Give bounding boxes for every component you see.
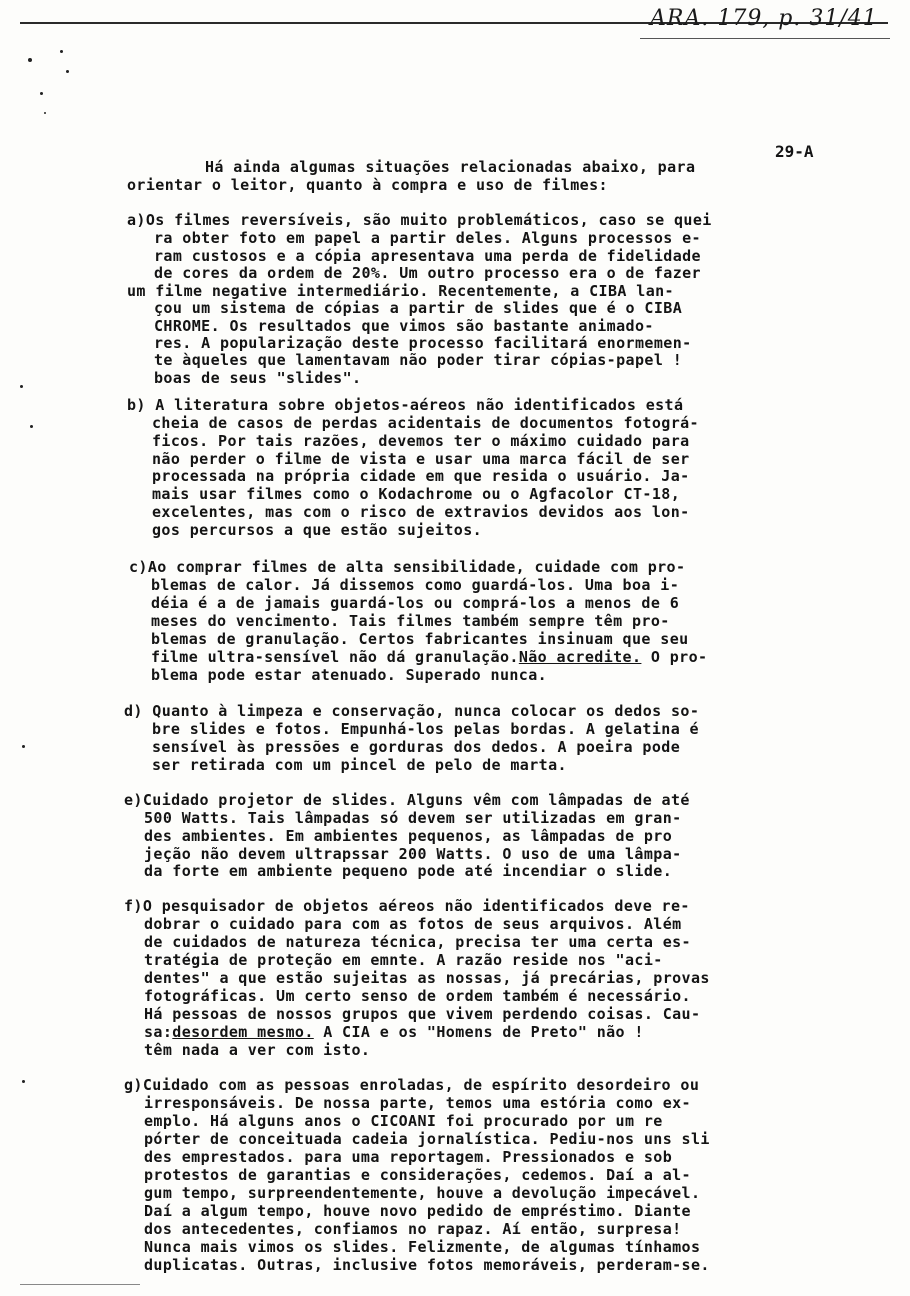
item-c-line-underlined — [151, 648, 707, 666]
item-g-line: protestos de garantias e considerações, cedemos. Daí a al- — [144, 1166, 691, 1184]
item-b-line: b) A literatura sobre objetos-aéreos não identificados está — [127, 396, 684, 414]
item-b-line: não perder o filme de vista e usar uma marca fácil de ser — [152, 450, 690, 468]
item-c-text: filme ultra-sensível não dá granulação. — [151, 648, 519, 666]
archive-reference: ARA. 179, p. 31/41 — [650, 6, 878, 31]
item-b-line: cheia de casos de perdas acidentais de documentos fotográ- — [152, 414, 699, 432]
item-g-line: gum tempo, surpreendentemente, houve a devolução impecável. — [144, 1184, 701, 1202]
item-g-line: Daí a algum tempo, houve novo pedido de empréstimo. Diante — [144, 1202, 691, 1220]
item-g-line: Nunca mais vimos os slides. Felizmente, de algumas tínhamos — [144, 1238, 701, 1256]
item-a-line: CHROME. Os resultados que vimos são bastante animado- — [154, 317, 654, 335]
item-c-line: blema pode estar atenuado. Superado nunca. — [151, 666, 548, 684]
item-e-line: da forte em ambiente pequeno pode até incendiar o slide. — [144, 862, 673, 880]
page-number: 29-A — [775, 142, 814, 161]
item-a-line: boas de seus "slides". — [154, 369, 362, 387]
item-f-line: têm nada a ver com isto. — [144, 1041, 371, 1059]
item-e-line: 500 Watts. Tais lâmpadas só devem ser utilizadas em gran- — [144, 809, 682, 827]
item-c-line: blemas de granulação. Certos fabricantes insinuam que seu — [151, 630, 689, 648]
intro-line: Há ainda algumas situações relacionadas abaixo, para — [205, 158, 696, 176]
item-a-line: a)Os filmes reversíveis, são muito problemáticos, caso se quei — [127, 211, 712, 229]
item-f-line: dentes" a que estão sujeitas as nossas, já precárias, provas — [144, 969, 710, 987]
intro-line: orientar o leitor, quanto à compra e uso de filmes: — [127, 176, 608, 194]
bottom-edge-rule — [20, 1284, 140, 1285]
item-c-line: meses do vencimento. Tais filmes também sempre têm pro- — [151, 612, 670, 630]
item-c-line: déia é a de jamais guardá-los ou comprá-los a menos de 6 — [151, 594, 680, 612]
item-a-line: de cores da ordem de 20%. Um outro processo era o de fazer — [154, 264, 701, 282]
item-c-line: c)Ao comprar filmes de alta sensibilidade, cuidade com pro- — [129, 558, 686, 576]
item-c-text: O pro- — [641, 648, 708, 666]
item-a-line: res. A popularização deste processo facilitará enormemen- — [154, 334, 692, 352]
item-f-line: de cuidados de natureza técnica, precisa ter uma certa es- — [144, 933, 691, 951]
item-a-line: çou um sistema de cópias a partir de slides que é o CIBA — [154, 299, 683, 317]
item-f-line: f)O pesquisador de objetos aéreos não identificados deve re- — [124, 897, 690, 915]
item-e-line: e)Cuidado projetor de slides. Alguns vêm com lâmpadas de até — [124, 791, 690, 809]
item-b-line: ficos. Por tais razões, devemos ter o máximo cuidado para — [152, 432, 690, 450]
item-g-line: des emprestados. para uma reportagem. Pressionados e sob — [144, 1148, 673, 1166]
item-a-line: ram custosos e a cópia apresentava uma perda de fidelidade — [154, 247, 701, 265]
item-g-line: dos antecedentes, confiamos no rapaz. Aí então, surpresa! — [144, 1220, 682, 1238]
item-f-line: dobrar o cuidado para com as fotos de seus arquivos. Além — [144, 915, 682, 933]
item-b-line: processada na própria cidade em que resida o usuário. Ja- — [152, 467, 690, 485]
item-f-line: Há pessoas de nossos grupos que vivem perdendo coisas. Cau- — [144, 1005, 701, 1023]
item-f-line: fotográficas. Um certo senso de ordem também é necessário. — [144, 987, 691, 1005]
item-g-line: irresponsáveis. De nossa parte, temos uma estória como ex- — [144, 1094, 691, 1112]
item-a-line: te àqueles que lamentavam não poder tirar cópias-papel ! — [154, 351, 683, 369]
item-a-line: um filme negative intermediário. Recentemente, a CIBA lan- — [127, 282, 674, 300]
item-b-line: gos percursos a que estão sujeitos. — [152, 521, 483, 539]
item-d-line: d) Quanto à limpeza e conservação, nunca colocar os dedos so- — [124, 702, 700, 720]
underlined-phrase: desordem mesmo. — [172, 1023, 314, 1041]
item-g-line: pórter de conceituada cadeia jornalística. Pediu-nos uns sli — [144, 1130, 710, 1148]
item-c-line: blemas de calor. Já dissemos como guardá-los. Uma boa i- — [151, 576, 680, 594]
item-d-line: ser retirada com um pincel de pelo de marta. — [152, 756, 567, 774]
item-f-line: tratégia de proteção em emnte. A razão reside nos "aci- — [144, 951, 663, 969]
item-f-text: sa: — [144, 1023, 173, 1041]
underlined-phrase: Não acredite. — [518, 648, 642, 666]
item-g-line: emplo. Há alguns anos o CICOANI foi procurado por um re — [144, 1112, 663, 1130]
item-g-line: duplicatas. Outras, inclusive fotos memoráveis, perderam-se. — [144, 1256, 710, 1274]
item-f-line-underlined — [144, 1023, 644, 1041]
item-a-line: ra obter foto em papel a partir deles. Alguns processos e- — [154, 229, 701, 247]
item-b-line: mais usar filmes como o Kodachrome ou o Agfacolor CT-18, — [152, 485, 681, 503]
item-b-line: excelentes, mas com o risco de extravios devidos aos lon- — [152, 503, 690, 521]
item-f-text: A CIA e os "Homens de Preto" não ! — [313, 1023, 644, 1041]
item-e-line: jeção não devem ultrapssar 200 Watts. O uso de uma lâmpa- — [144, 845, 682, 863]
item-d-line: sensível às pressões e gorduras dos dedos. A poeira pode — [152, 738, 681, 756]
item-e-line: des ambientes. Em ambientes pequenos, as lâmpadas de pro — [144, 827, 673, 845]
item-d-line: bre slides e fotos. Empunhá-los pelas bordas. A gelatina é — [152, 720, 699, 738]
item-g-line: g)Cuidado com as pessoas enroladas, de espírito desordeiro ou — [124, 1076, 700, 1094]
